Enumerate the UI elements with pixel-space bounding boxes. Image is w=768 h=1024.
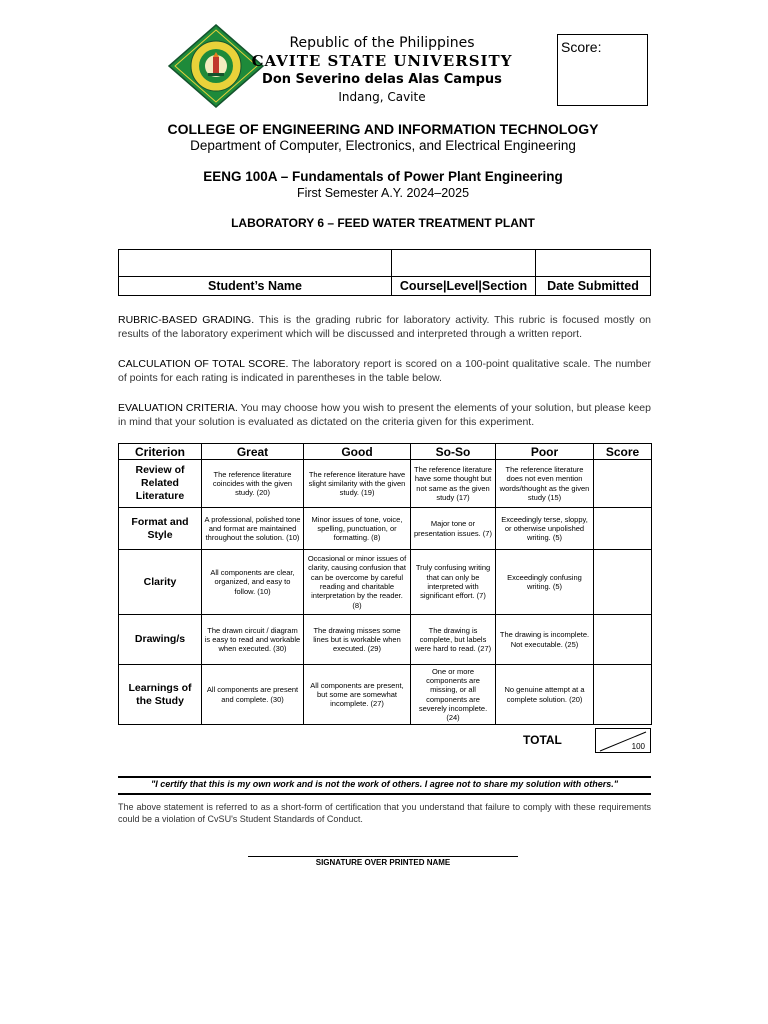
good-cell: The reference literature have slight similarity with the given study. (19) — [304, 460, 411, 508]
total-points: 100 — [631, 742, 645, 751]
evaluation-paragraph — [118, 401, 651, 429]
great-cell: All components are clear, organized, and easy to follow. (10) — [202, 550, 304, 615]
poor-cell: No genuine attempt at a complete solution. (20) — [496, 665, 594, 725]
score-cell[interactable] — [594, 460, 652, 508]
score-label: Score: — [561, 39, 602, 55]
column-header: Poor — [496, 444, 594, 460]
soso-cell: The drawing is complete, but labels were hard to read. (27) — [411, 615, 496, 665]
great-cell: The reference literature coincides with the given study. (20) — [202, 460, 304, 508]
date-submitted-field[interactable] — [536, 250, 650, 276]
great-cell: The drawn circuit / diagram is easy to read and workable when executed. (30) — [202, 615, 304, 665]
score-cell[interactable] — [594, 508, 652, 550]
good-cell: Minor issues of tone, voice, spelling, punctuation, or formatting. (8) — [304, 508, 411, 550]
department-name: Department of Computer, Electronics, and Electrical Engineering — [190, 138, 576, 153]
good-cell: The drawing misses some lines but is workable when executed. (29) — [304, 615, 411, 665]
table-row — [119, 460, 652, 508]
student-name-field[interactable] — [119, 250, 391, 276]
column-header: Good — [304, 444, 411, 460]
poor-cell: Exceedingly terse, sloppy, or otherwise unpolished writing. (5) — [496, 508, 594, 550]
great-cell: A professional, polished tone and format are maintained throughout the solution. (10) — [202, 508, 304, 550]
semester-text: First Semester A.Y. 2024–2025 — [296, 186, 470, 200]
column-header: Score — [594, 444, 652, 460]
table-row — [119, 665, 652, 725]
course-title: EENG 100A – Fundamentals of Power Plant Engineering — [203, 169, 563, 184]
soso-cell: One or more components are missing, or all components are severely incomplete. (24) — [411, 665, 496, 725]
total-label: TOTAL — [523, 733, 562, 747]
good-cell: All components are present, but some are somewhat incomplete. (27) — [304, 665, 411, 725]
poor-cell: The drawing is incomplete. Not executable. (25) — [496, 615, 594, 665]
poor-cell: Exceedingly confusing writing. (5) — [496, 550, 594, 615]
evaluation-heading: EVALUATION CRITERIA. — [118, 402, 238, 414]
course-level-section-label: Course|Level|Section — [399, 279, 528, 293]
lab-title: LABORATORY 6 – FEED WATER TREATMENT PLANT — [231, 216, 535, 230]
criterion-cell: Format and Style — [119, 508, 202, 550]
great-cell: All components are present and complete. (30) — [202, 665, 304, 725]
rubric-heading: RUBRIC-BASED GRADING. — [118, 314, 255, 326]
rubric-body: This is the grading rubric for laboratory activity. This rubric is focused mostly on results of the laboratory experiment which will be discussed and interpreted through a written report. — [118, 314, 651, 340]
criterion-cell: Review of Related Literature — [119, 460, 202, 508]
divider — [118, 793, 651, 795]
total-score-box[interactable] — [595, 728, 651, 753]
course-level-section-field[interactable] — [392, 250, 535, 276]
rubric-header-row — [119, 444, 652, 460]
rubric-paragraph — [118, 313, 651, 341]
college-name: COLLEGE OF ENGINEERING AND INFORMATION TECHNOLOGY — [167, 121, 599, 137]
column-header: So-So — [411, 444, 496, 460]
campus-name: Don Severino delas Alas Campus — [262, 72, 502, 87]
soso-cell: Major tone or presentation issues. (7) — [411, 508, 496, 550]
divider — [118, 776, 651, 778]
soso-cell: Truly confusing writing that can only be interpreted with significant effort. (7) — [411, 550, 496, 615]
signature-label: SIGNATURE OVER PRINTED NAME — [315, 858, 451, 867]
evaluation-body: You may choose how you wish to present the elements of your solution, but please keep in mind that your solution is evaluated as dictated on the criteria given for this experiment. — [118, 402, 651, 428]
criterion-cell: Learnings of the Study — [119, 665, 202, 725]
good-cell: Occasional or minor issues of clarity, causing confusion that can be overcome by careful reading and charitable interpretation by the reader. (8) — [304, 550, 411, 615]
calculation-heading: CALCULATION OF TOTAL SCORE. — [118, 358, 289, 370]
certification-statement: "I certify that this is my own work and is not the work of others. I agree not to share my solution with others." — [150, 779, 619, 789]
signature-line[interactable] — [248, 856, 518, 857]
calculation-body: The laboratory report is scored on a 100-point qualitative scale. The number of points for each rating is indicated in parentheses in the table below. — [118, 358, 651, 384]
table-row — [119, 615, 652, 665]
soso-cell: The reference literature have some thought but not same as the given study (17) — [411, 460, 496, 508]
date-submitted-label: Date Submitted — [547, 279, 639, 293]
column-header: Criterion — [119, 444, 202, 460]
university-name: CAVITE STATE UNIVERSITY — [251, 52, 513, 70]
table-row — [119, 508, 652, 550]
score-cell[interactable] — [594, 550, 652, 615]
table-row — [119, 550, 652, 615]
score-box[interactable] — [557, 34, 648, 106]
rubric-table — [118, 443, 652, 725]
certification-explanation: The above statement is referred to as a short-form of certification that you understand that failure to comply with these requirements could be a violation of CvSU's Student Standards of Conduct. — [118, 802, 651, 824]
score-cell[interactable] — [594, 665, 652, 725]
poor-cell: The reference literature does not even mention words/thought as the given study (15) — [496, 460, 594, 508]
student-info-table — [118, 249, 651, 296]
town-name: Indang, Cavite — [338, 90, 426, 104]
criterion-cell: Clarity — [119, 550, 202, 615]
calculation-paragraph — [118, 357, 651, 385]
student-name-label: Student’s Name — [207, 279, 302, 293]
score-cell[interactable] — [594, 615, 652, 665]
column-header: Great — [202, 444, 304, 460]
republic-text: Republic of the Philippines — [289, 35, 475, 51]
criterion-cell: Drawing/s — [119, 615, 202, 665]
